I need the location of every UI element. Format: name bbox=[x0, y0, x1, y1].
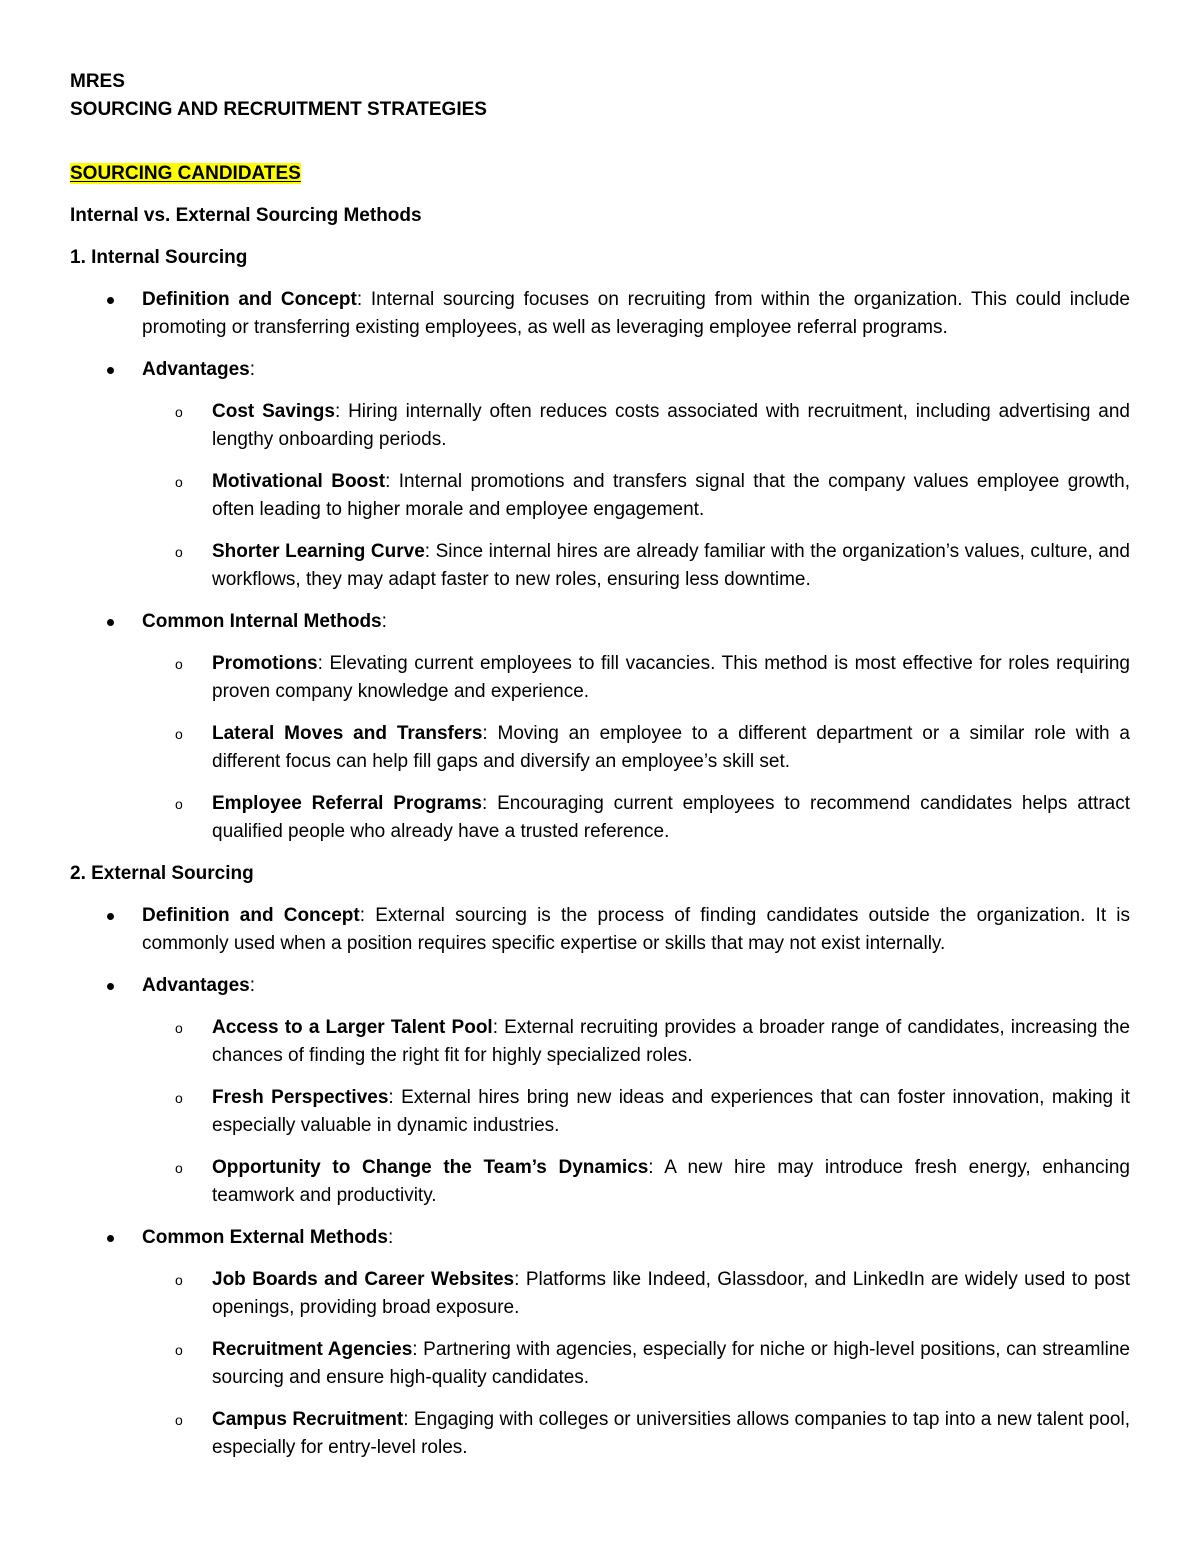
item-text: : Since internal hires are already familiar with the organization’s values, culture, and workflows, they may adapt faster to new roles, ensuring less downtime. bbox=[212, 541, 1130, 590]
list-item bbox=[70, 1014, 1130, 1070]
item-text: : Elevating current employees to fill vacancies. This method is most effective for roles requiring proven company knowledge and experience. bbox=[212, 653, 1130, 702]
item-text: : External recruiting provides a broader range of candidates, increasing the chances of finding the right fit for highly specialized roles. bbox=[212, 1017, 1130, 1066]
bullet-suffix: : bbox=[249, 359, 255, 380]
list-item bbox=[70, 398, 1130, 454]
list-item bbox=[70, 1154, 1130, 1210]
bullet-term: Definition and Concept bbox=[142, 905, 360, 926]
item-text: : Platforms like Indeed, Glassdoor, and LinkedIn are widely used to post openings, providing broad exposure. bbox=[212, 1269, 1130, 1318]
bullet-dot-icon bbox=[107, 983, 114, 990]
external-methods-bullet bbox=[70, 1224, 1130, 1252]
bullet-dot-icon bbox=[107, 367, 114, 374]
bullet-dot-icon bbox=[107, 297, 114, 304]
circle-bullet-icon: o bbox=[175, 796, 183, 812]
circle-bullet-icon: o bbox=[175, 656, 183, 672]
external-advantages-bullet bbox=[70, 972, 1130, 1000]
bullet-term: Definition and Concept bbox=[142, 289, 357, 310]
circle-bullet-icon: o bbox=[175, 1272, 183, 1288]
item-text: : External hires bring new ideas and experiences that can foster innovation, making it especially valuable in dynamic industries. bbox=[212, 1087, 1131, 1136]
item-term: Lateral Moves and Transfers bbox=[212, 723, 483, 744]
bullet-term: Common External Methods bbox=[142, 1227, 388, 1248]
item-term: Recruitment Agencies bbox=[212, 1339, 413, 1360]
item-term: Employee Referral Programs bbox=[212, 793, 482, 814]
internal-advantages-bullet bbox=[70, 356, 1130, 384]
bullet-dot-icon bbox=[107, 913, 114, 920]
circle-bullet-icon: o bbox=[175, 1412, 183, 1428]
list-item bbox=[70, 1336, 1130, 1392]
section-title-highlight: SOURCING CANDIDATES bbox=[70, 163, 301, 184]
list-item bbox=[70, 1266, 1130, 1322]
bullet-term: Common Internal Methods bbox=[142, 611, 382, 632]
document-title: SOURCING AND RECRUITMENT STRATEGIES bbox=[70, 99, 487, 120]
item-term: Promotions bbox=[212, 653, 318, 674]
external-sourcing-heading: 2. External Sourcing bbox=[70, 863, 254, 884]
item-text: : A new hire may introduce fresh energy, enhancing teamwork and productivity. bbox=[212, 1157, 1130, 1206]
bullet-term: Advantages bbox=[142, 359, 250, 380]
internal-definition-bullet bbox=[70, 286, 1130, 342]
circle-bullet-icon: o bbox=[175, 474, 183, 490]
item-term: Job Boards and Career Websites bbox=[212, 1269, 515, 1290]
bullet-suffix: : bbox=[249, 975, 255, 996]
item-term: Campus Recruitment bbox=[212, 1409, 404, 1430]
circle-bullet-icon: o bbox=[175, 726, 183, 742]
item-text: : Moving an employee to a different department or a similar role with a different focus can help fill gaps and diversify an employee’s skill set. bbox=[212, 723, 1130, 772]
section-title bbox=[70, 160, 1130, 188]
list-item bbox=[70, 720, 1130, 776]
item-term: Access to a Larger Talent Pool bbox=[212, 1017, 493, 1038]
item-text: : Engaging with colleges or universities allows companies to tap into a new talent pool, especially for entry-level roles. bbox=[212, 1409, 1130, 1458]
list-item bbox=[70, 1084, 1130, 1140]
item-text: : Encouraging current employees to recommend candidates helps attract qualified people who already have a trusted reference. bbox=[212, 793, 1130, 842]
circle-bullet-icon: o bbox=[175, 1160, 183, 1176]
bullet-suffix: : bbox=[381, 611, 387, 632]
bullet-suffix: : bbox=[387, 1227, 394, 1248]
item-text: : Internal promotions and transfers signal that the company values employee growth, often leading to higher morale and employee engagement. bbox=[212, 471, 1130, 520]
internal-methods-bullet bbox=[70, 608, 1130, 636]
item-term: Cost Savings bbox=[212, 401, 335, 422]
document-page bbox=[70, 68, 1130, 1462]
item-text: : Hiring internally often reduces costs associated with recruitment, including advertising and lengthy onboarding periods. bbox=[212, 401, 1131, 450]
item-term: Fresh Perspectives bbox=[212, 1087, 389, 1108]
item-term: Motivational Boost bbox=[212, 471, 386, 492]
circle-bullet-icon: o bbox=[175, 1342, 183, 1358]
item-text: : Partnering with agencies, especially for niche or high-level positions, can streamline sourcing and ensure high-quality candidates. bbox=[212, 1339, 1130, 1388]
circle-bullet-icon: o bbox=[175, 544, 183, 560]
item-term: Shorter Learning Curve bbox=[212, 541, 425, 562]
list-item bbox=[70, 790, 1130, 846]
circle-bullet-icon: o bbox=[175, 404, 183, 420]
circle-bullet-icon: o bbox=[175, 1020, 183, 1036]
bullet-dot-icon bbox=[107, 619, 114, 626]
external-definition-bullet bbox=[70, 902, 1130, 958]
list-item bbox=[70, 468, 1130, 524]
bullet-text: : External sourcing is the process of finding candidates outside the organization. It is commonly used when a position requires specific expertise or skills that may not exist internally. bbox=[142, 905, 1130, 954]
list-item bbox=[70, 1406, 1130, 1462]
item-term: Opportunity to Change the Team’s Dynamics bbox=[212, 1157, 649, 1178]
internal-sourcing-heading: 1. Internal Sourcing bbox=[70, 247, 248, 268]
list-item bbox=[70, 538, 1130, 594]
document-code: MRES bbox=[70, 71, 125, 92]
bullet-dot-icon bbox=[107, 1235, 114, 1242]
bullet-text: : Internal sourcing focuses on recruiting from within the organization. This could include promoting or transferring existing employees, as well as leveraging employee referral programs. bbox=[142, 289, 1130, 338]
circle-bullet-icon: o bbox=[175, 1090, 183, 1106]
list-item bbox=[70, 650, 1130, 706]
bullet-term: Advantages bbox=[142, 975, 250, 996]
subheading: Internal vs. External Sourcing Methods bbox=[70, 205, 422, 226]
